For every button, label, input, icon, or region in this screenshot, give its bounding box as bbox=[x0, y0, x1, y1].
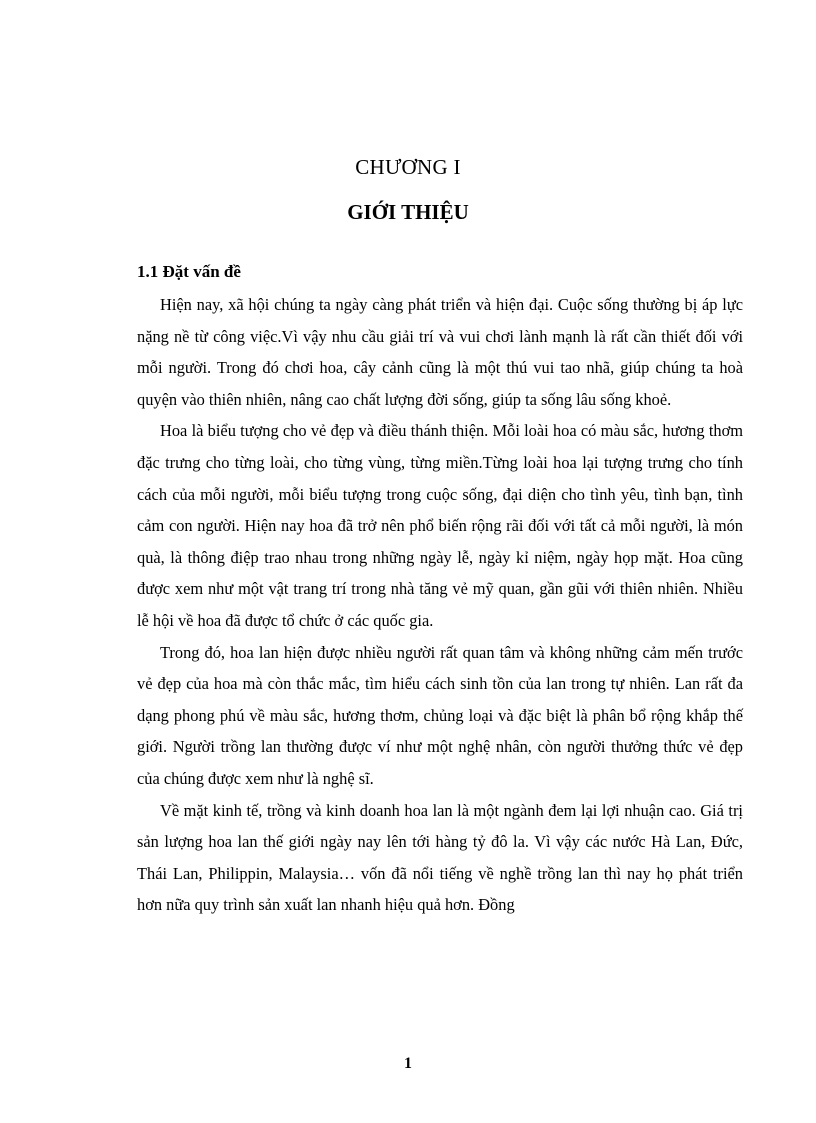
paragraph: Trong đó, hoa lan hiện được nhiều người rất quan tâm và không những cảm mến trước vẻ đẹp của hoa mà còn thắc mắc, tìm hiểu cách sinh tồn của lan trong tự nhiên. Lan rất đa dạng phong phú về màu sắc, hương thơm, chủng loại và đặc biệt là phân bổ rộng khắp thế giới. Người trồng lan thường được ví như một nghệ nhân, còn người thưởng thức vẻ đẹp của chúng được xem như là nghệ sĩ. bbox=[137, 642, 743, 788]
page-number: 1 bbox=[404, 1055, 412, 1072]
paragraph: Hiện nay, xã hội chúng ta ngày càng phát triển và hiện đại. Cuộc sống thường bị áp lực nặng nề từ công việc.Vì vậy nhu cầu giải trí và vui chơi lành mạnh là rất cần thiết đối với mỗi người. Trong đó chơi hoa, cây cảnh cũng là một thú vui tao nhã, giúp chúng ta hoà quyện vào thiên nhiên, nâng cao chất lượng đời sống, giúp ta sống lâu sống khoẻ. bbox=[137, 295, 743, 409]
chapter-number: CHƯƠNG I bbox=[355, 155, 461, 179]
paragraph: Về mặt kinh tế, trồng và kinh doanh hoa lan là một ngành đem lại lợi nhuận cao. Giá trị sản lượng hoa lan thế giới ngày nay lên tới hàng tỷ đô la. Vì vậy các nước Hà Lan, Đức, Thái Lan, Philippin, Malaysia… vốn đã nổi tiếng về nghề trồng lan thì nay họ phát triển hơn nữa quy trình sản xuất lan nhanh hiệu quả hơn. Đồng bbox=[137, 800, 743, 915]
chapter-title: GIỚI THIỆU bbox=[347, 200, 469, 224]
section-heading: 1.1 Đặt vấn đề bbox=[137, 262, 241, 281]
body-text bbox=[137, 289, 743, 921]
paragraph: Hoa là biểu tượng cho vẻ đẹp và điều thánh thiện. Mỗi loài hoa có màu sắc, hương thơm đặc trưng cho từng loài, cho từng vùng, từng miền.Từng loài hoa lại tượng trưng cho tính cách của mỗi người, mỗi biểu tượng trong cuộc sống, đại diện cho tình yêu, tình bạn, tình cảm con người. Hiện nay hoa đã trở nên phổ biến rộng rãi đối với tất cả mỗi người, là món quà, là thông điệp trao nhau trong những ngày lễ, ngày kỉ niệm, ngày họp mặt. Hoa cũng được xem như một vật trang trí trong nhà tăng vẻ mỹ quan, gần gũi với thiên nhiên. Nhiều lễ hội về hoa đã được tổ chức ở các quốc gia. bbox=[137, 421, 743, 630]
